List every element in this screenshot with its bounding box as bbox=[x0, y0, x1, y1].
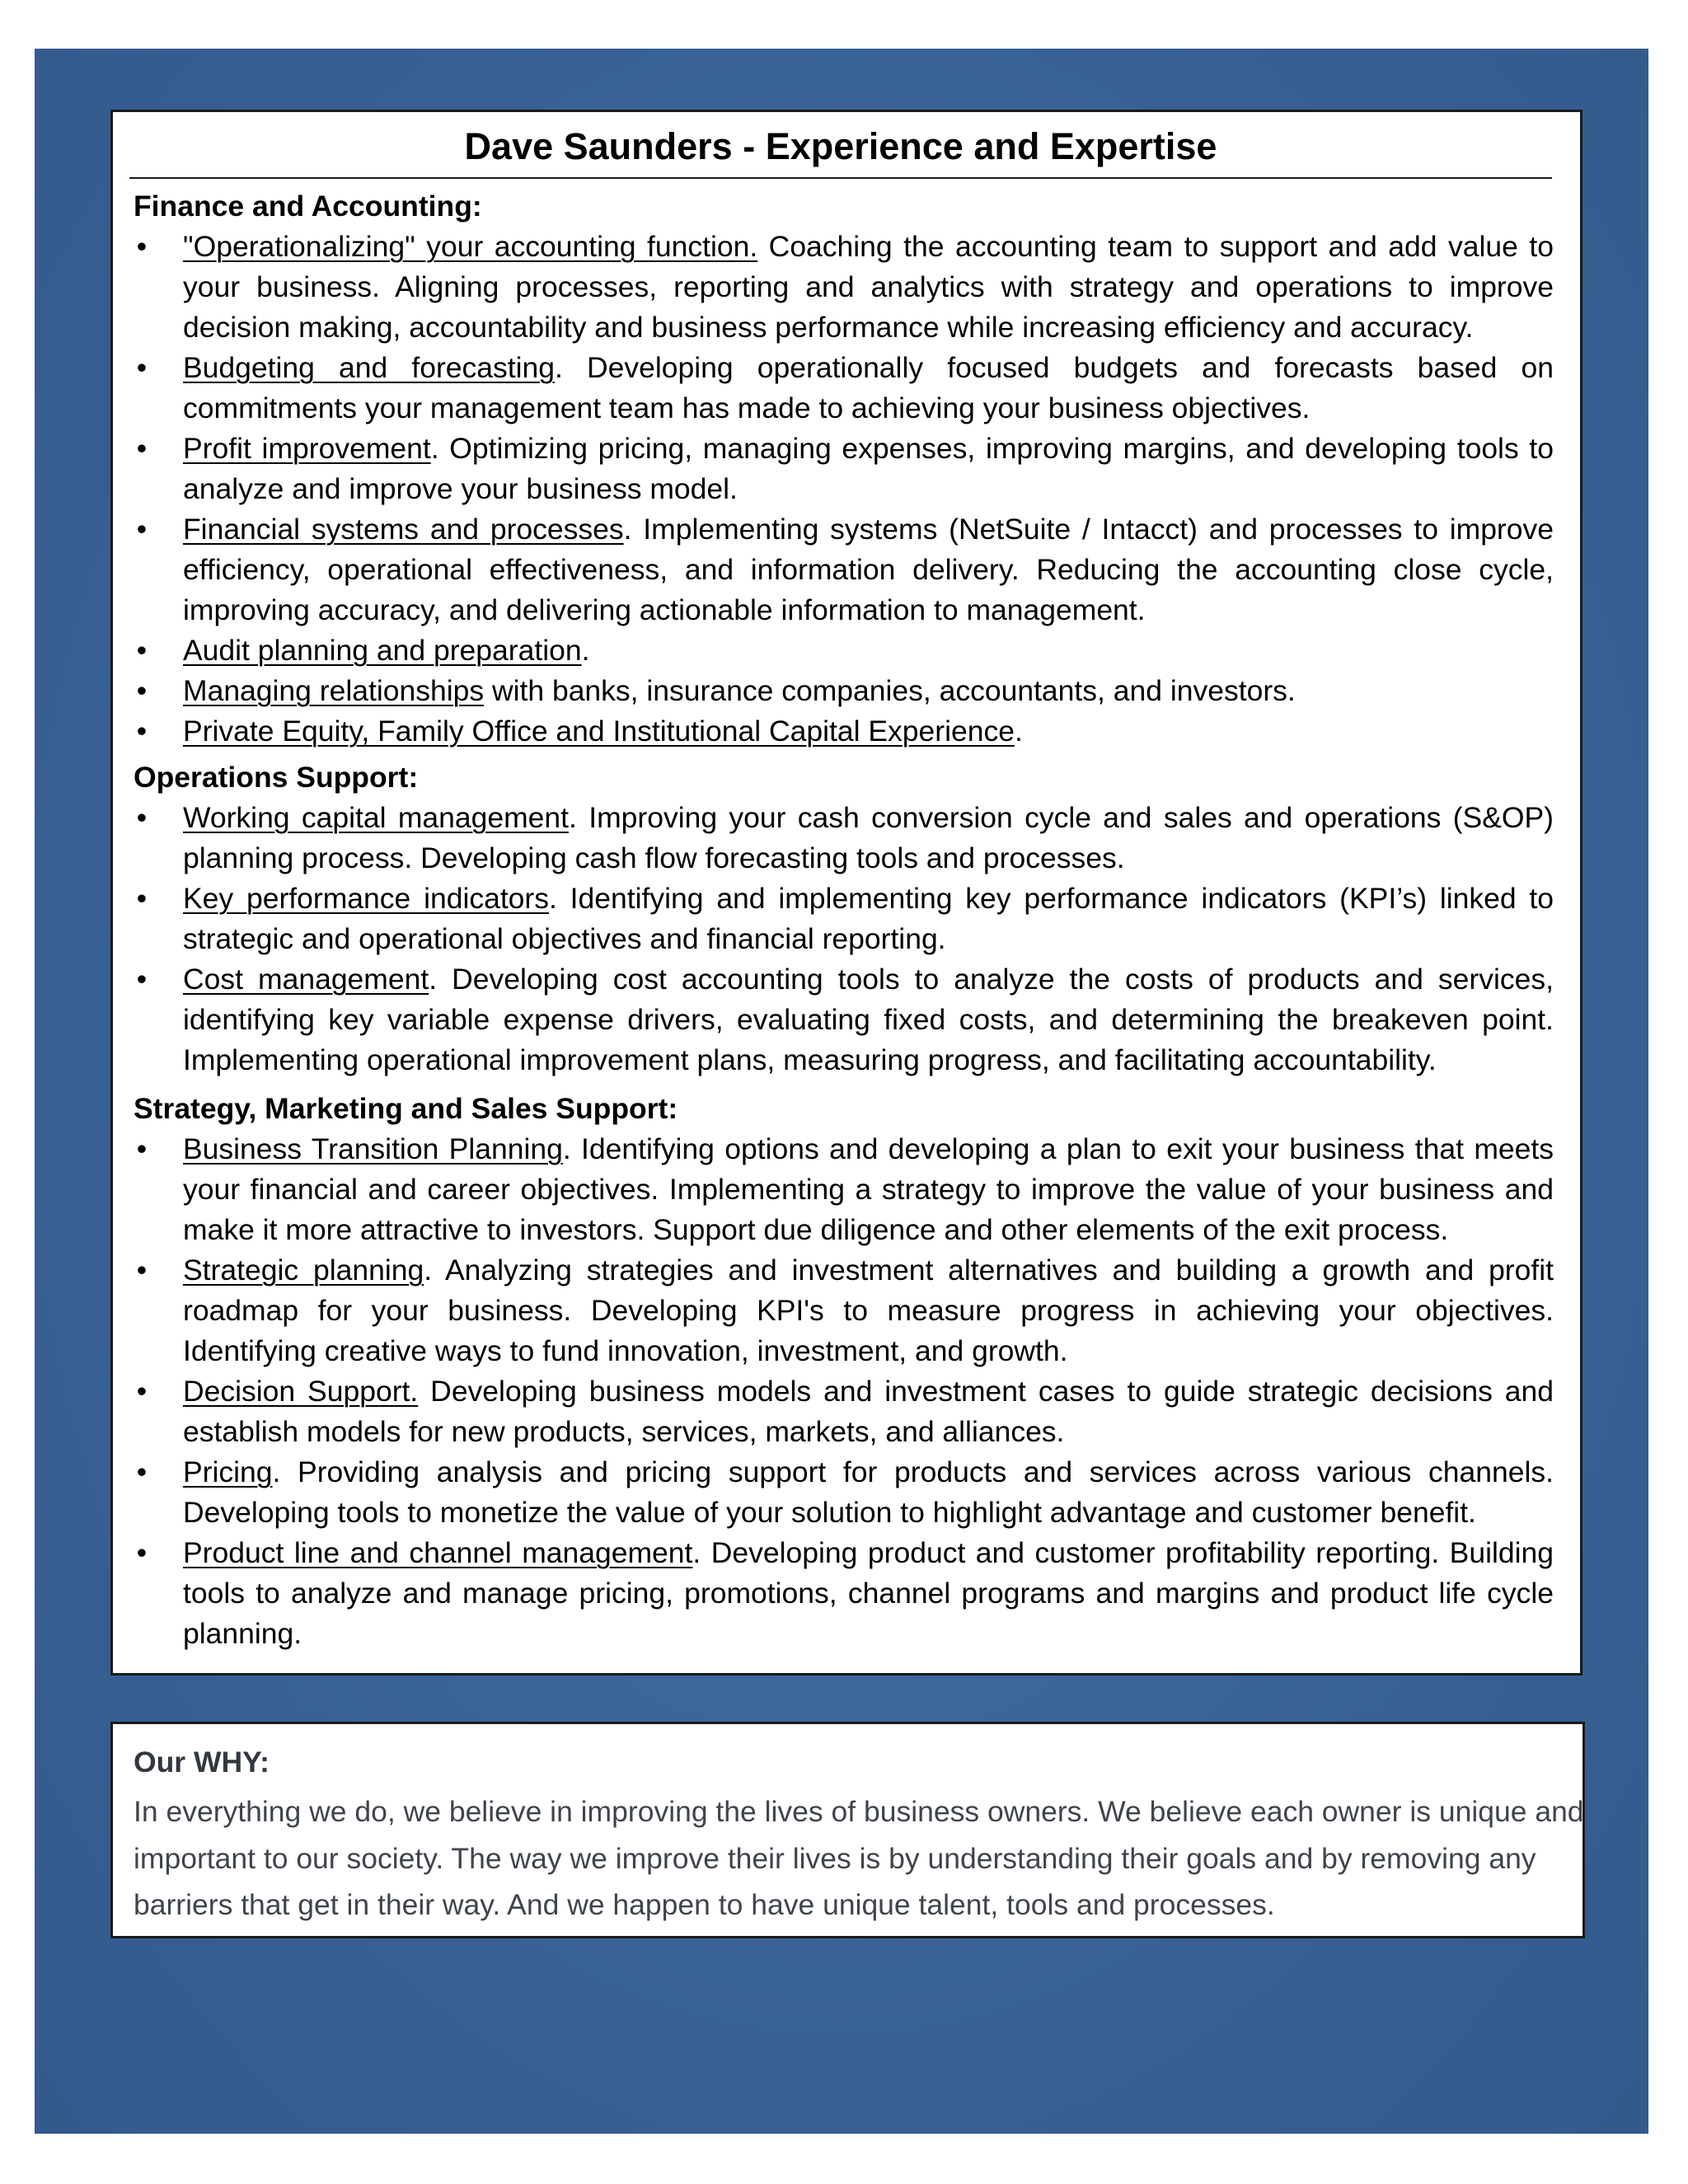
item-text: Coaching the accounting team to support and add value to your business. Aligning processes, reporting and analytics with strategy and operations to improve decision making, accountability and business performance while increasing efficiency and accuracy. bbox=[183, 230, 1554, 344]
experience-content bbox=[134, 186, 1554, 1654]
section-heading-strategy: Strategy, Marketing and Sales Support: bbox=[134, 1092, 678, 1125]
bullet-icon: • bbox=[136, 513, 148, 546]
bullet-icon: • bbox=[136, 715, 148, 748]
bullet-icon: • bbox=[136, 882, 148, 915]
item-lead: Private Equity, Family Office and Institutional Capital Experience bbox=[183, 715, 1015, 748]
item-text: . Providing analysis and pricing support for products and services across various channels. Developing tools to monetize the value of your solution to highlight advantage and customer benefit. bbox=[183, 1455, 1554, 1529]
item-text: Developing business models and investment cases to guide strategic decisions and establish models for new products, services, markets, and alliances. bbox=[183, 1375, 1554, 1448]
item-lead: Managing relationships bbox=[183, 674, 485, 707]
item-text: . Improving your cash conversion cycle and sales and operations (S&OP) planning process. Developing cash flow forecasting tools and processes. bbox=[183, 801, 1554, 874]
bullet-icon: • bbox=[136, 1536, 148, 1569]
item-lead: Business Transition Planning bbox=[183, 1132, 563, 1165]
page-title: Dave Saunders - Experience and Expertise bbox=[129, 124, 1552, 179]
item-text: . Implementing systems (NetSuite / Intacct) and processes to improve efficiency, operational effectiveness, and information delivery. Reducing the accounting close cycle, improving accuracy, and delivering actionable information to management. bbox=[183, 513, 1554, 626]
bullet-icon: • bbox=[136, 230, 148, 263]
item-lead: Profit improvement bbox=[183, 432, 431, 465]
item-text: . Analyzing strategies and investment alternatives and building a growth and profit roadmap for your business. Developing KPI's to measure progress in achieving your objectives. Identifying creative ways to fund innovation, investment, and growth. bbox=[183, 1254, 1554, 1367]
list-item bbox=[134, 630, 1554, 671]
list-item bbox=[134, 429, 1554, 509]
item-text: . bbox=[1014, 715, 1023, 748]
item-lead: Budgeting and forecasting bbox=[183, 351, 556, 384]
bullet-icon: • bbox=[136, 1455, 148, 1488]
list-item bbox=[134, 671, 1554, 711]
list-item bbox=[134, 711, 1554, 752]
list-item bbox=[134, 959, 1554, 1080]
item-text: . Developing operationally focused budgets and forecasts based on commitments your management team has made to achieving your business objectives. bbox=[183, 351, 1554, 424]
item-text: . Identifying and implementing key performance indicators (KPI’s) linked to strategic and operational objectives and financial reporting. bbox=[183, 882, 1554, 955]
section-heading-finance: Finance and Accounting: bbox=[134, 190, 482, 223]
bullet-icon: • bbox=[136, 1375, 148, 1408]
why-box bbox=[110, 1722, 1585, 1938]
why-title: Our WHY: bbox=[134, 1746, 270, 1779]
bullet-icon: • bbox=[136, 351, 148, 384]
list-item bbox=[134, 1533, 1554, 1654]
list-item bbox=[134, 798, 1554, 879]
item-lead: "Operationalizing" your accounting function. bbox=[183, 230, 758, 263]
item-lead: Product line and channel management bbox=[183, 1536, 693, 1569]
finance-list bbox=[134, 227, 1554, 752]
item-text: . Developing product and customer profitability reporting. Building tools to analyze and manage pricing, promotions, channel programs and margins and product life cycle planning. bbox=[183, 1536, 1554, 1650]
list-item bbox=[134, 1129, 1554, 1250]
section-heading-operations: Operations Support: bbox=[134, 761, 419, 794]
item-lead: Pricing bbox=[183, 1455, 273, 1488]
bullet-icon: • bbox=[136, 634, 148, 667]
bullet-icon: • bbox=[136, 432, 148, 465]
bullet-icon: • bbox=[136, 801, 148, 834]
why-text: In everything we do, we believe in improving the lives of business owners. We believe each owner is unique and important to our society. The way we improve their lives is by understanding their goals and by removing any barriers that get in their way. And we happen to have unique talent, tools and processes. bbox=[134, 1795, 1584, 1921]
item-text: with banks, insurance companies, accountants, and investors. bbox=[484, 674, 1296, 707]
list-item bbox=[134, 509, 1554, 630]
list-item bbox=[134, 1250, 1554, 1371]
item-lead: Decision Support. bbox=[183, 1375, 419, 1408]
bullet-icon: • bbox=[136, 1132, 148, 1165]
item-lead: Cost management bbox=[183, 963, 429, 996]
list-item bbox=[134, 1371, 1554, 1452]
item-lead: Key performance indicators bbox=[183, 882, 550, 915]
item-lead: Audit planning and preparation bbox=[183, 634, 582, 667]
bullet-icon: • bbox=[136, 674, 148, 707]
experience-box bbox=[110, 110, 1582, 1675]
list-item bbox=[134, 1452, 1554, 1533]
item-text: . Optimizing pricing, managing expenses, improving margins, and developing tools to analyze and improve your business model. bbox=[183, 432, 1554, 505]
item-lead: Financial systems and processes bbox=[183, 513, 624, 546]
list-item bbox=[134, 348, 1554, 429]
strategy-list bbox=[134, 1129, 1554, 1654]
operations-list bbox=[134, 798, 1554, 1080]
bullet-icon: • bbox=[136, 963, 148, 996]
item-lead: Strategic planning bbox=[183, 1254, 424, 1286]
item-lead: Working capital management bbox=[183, 801, 570, 834]
item-text: . Developing cost accounting tools to analyze the costs of products and services, identifying key variable expense drivers, evaluating fixed costs, and determining the breakeven point. Implementing operational improvement plans, measuring progress, and facilitating accountability. bbox=[183, 963, 1554, 1076]
list-item bbox=[134, 879, 1554, 959]
item-text: . bbox=[581, 634, 590, 667]
bullet-icon: • bbox=[136, 1254, 148, 1286]
list-item bbox=[134, 227, 1554, 348]
item-text: . Identifying options and developing a plan to exit your business that meets your financial and career objectives. Implementing a strategy to improve the value of your business and make it more attractive to investors. Support due diligence and other elements of the exit process. bbox=[183, 1132, 1554, 1246]
